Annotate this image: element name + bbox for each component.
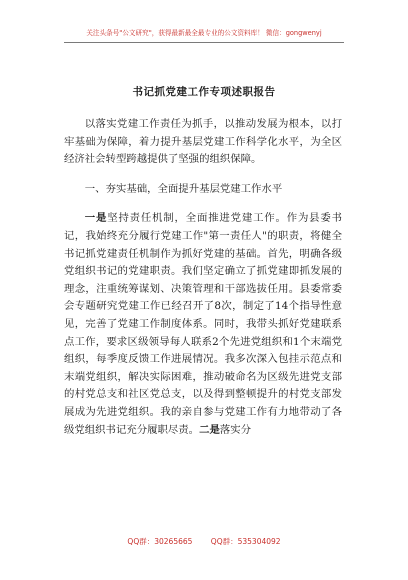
paragraph-lead: 一是 (84, 212, 108, 225)
document-body (64, 116, 342, 451)
section-heading: 一、夯实基础，全面提升基层党建工作水平 (84, 182, 283, 195)
footer-note (0, 536, 408, 547)
paragraph-next-lead: 二是 (199, 423, 220, 436)
paragraph-text: 坚持责任机制，全面推进党建工作。作为县委书记，我始终充分履行党建工作"第一责任人"的职责，将健全书记抓党建责任机制作为抓好党建的基础。首先，明确各级党组织书记的党建职责。我们坚定确立了抓党建即抓发展的理念，注重统筹谋划、决策管理和干部选拔任用。县委常委会专题研究党建工作已经召开了8次，制定了14个指导性意见，完善了党建工作制度体系。同时，我带头抓好党建联系点工作，要求区级领导每人联系2个先进党组织和1个末端党组织，每季度反馈工作进展情况。我多次深入包挂示范点和末端党组织，解决实际困难，推动破命名为区级先进党支部的村党总支和社区党总支，以及得到整顿提升的村党支部发展成为先进党组织。我的亲自参与党建工作有力地带动了各级党组织书记充分履职尽责。 (64, 212, 342, 436)
footer-qq-group-2: QQ群：535304092 (210, 537, 281, 546)
document-title: 书记抓党建工作专项述职报告 (132, 86, 276, 98)
footer-qq-group-1: QQ群：30265665 (127, 537, 193, 546)
header-note: 关注头条号"公文研究"，获得最新最全最专业的公文资料库！ 微信：gongwenyj (86, 29, 322, 37)
paragraph-next-text: 落实分 (219, 423, 252, 436)
header-divider (64, 42, 344, 43)
body-paragraph (64, 210, 342, 439)
intro-paragraph: 以落实党建工作责任为抓手，以推动发展为根本，以打牢基础为保障，着力提升基层党建工作科学化水平，为全区经济社会转型跨越提供了坚强的组织保障。 (64, 118, 342, 166)
